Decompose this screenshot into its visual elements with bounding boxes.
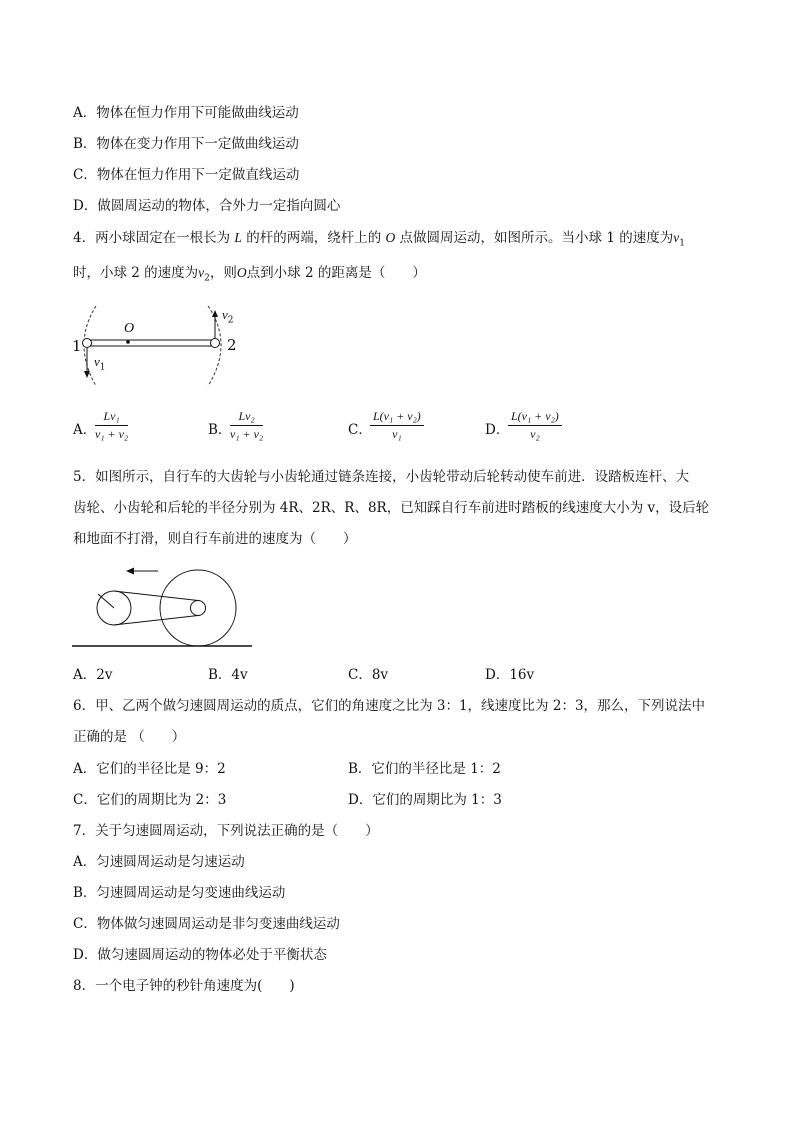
q7-option-c: C．物体做匀速圆周运动是非匀变速曲线运动 [73,916,340,932]
q4-rod [87,340,215,346]
q5-stem-line2: 齿轮、小齿轮和后轮的半径分别为 4R、2R、R、8R，已知踩自行车前进时踏板的线速度大小为 v，设后轮 [73,500,710,516]
q5-stem-line1: 5．如图所示，自行车的大齿轮与小齿轮通过链条连接，小齿轮带动后轮转动使车前进．设踏板连杆、大 [73,469,690,485]
q5-option-a: A．2v [73,667,113,683]
q3-option-a: A．物体在恒力作用下可能做曲线运动 [73,105,299,121]
q5-option-d: D．16v [485,667,535,683]
q4-option-c-letter: C． [348,422,372,438]
q4-option-b-letter: B． [208,422,232,438]
q5-stem-line3: 和地面不打滑，则自行车前进的速度为（ ） [73,531,357,547]
q3-option-d: D．做圆周运动的物体，合外力一定指向圆心 [73,198,341,214]
q6-stem-line2: 正确的是 （ ） [73,729,186,745]
q4-option-a-letter: A． [73,422,97,438]
q3-option-b: B．物体在变力作用下一定做曲线运动 [73,136,299,152]
q7-stem: 7．关于匀速圆周运动，下列说法正确的是（ ） [73,823,379,839]
q5-option-c: C．8v [348,667,389,683]
q6-option-d: D．它们的周期比为 1：3 [348,792,502,808]
q4-option-c-fraction: $\frac{\text{L(v₁ + v₂)}}{\text{v₁}}$ [370,409,424,442]
q4-pivot-point [126,340,130,344]
q4-label-v1: $v_1$ [94,354,106,373]
q6-option-b: B．它们的半径比是 1：2 [348,761,501,777]
q7-option-b: B．匀速圆周运动是匀变速曲线运动 [73,885,286,901]
q4-stem-line1: 4．两小球固定在一根长为 L 的杆的两端，绕杆上的 O 点做圆周运动，如图所示。当小球 1 的速度为$v_1$ [73,230,685,249]
q7-option-d: D．做匀速圆周运动的物体必处于平衡状态 [73,947,327,963]
q4-option-d-fraction: $\frac{\text{L(v₁ + v₂)}}{\text{v₂}}$ [508,409,562,442]
q4-option-a-fraction: $\frac{\text{Lv₁}}{\text{v₁ + v₂}}$ [95,409,129,441]
q6-option-a: A．它们的半径比是 9：2 [73,761,226,777]
q6-option-c: C．它们的周期比为 2：3 [73,792,227,808]
q6-stem-line1: 6．甲、乙两个做匀速圆周运动的质点，它们的角速度之比为 3：1，线速度比为 2：3，那么，下列说法中 [73,698,706,714]
q7-option-a: A．匀速圆周运动是匀速运动 [73,854,245,870]
q5-small-gear [191,601,206,616]
q4-ball-1 [83,339,92,348]
q4-label-v2: $v_2$ [222,307,234,326]
q3-option-c: C．物体在恒力作用下一定做直线运动 [73,167,300,183]
q4-stem-line2: 时，小球 2 的速度为$v_2$，则O点到小球 2 的距离是（ ） [73,265,426,284]
q4-option-b-fraction: $\frac{\text{Lv₂}}{\text{v₁ + v₂}}$ [230,409,264,441]
q8-stem: 8．一个电子钟的秒针角速度为( ) [73,978,295,994]
q4-option-d-letter: D． [485,422,510,438]
q5-bicycle-figure [72,562,254,652]
q4-label-2: 2 [227,336,237,354]
q4-rod-figure [66,300,246,392]
q5-option-b: B．4v [208,667,248,683]
q4-label-o: O [124,321,135,336]
q4-label-1: 1 [72,337,82,355]
q4-ball-2 [211,339,220,348]
